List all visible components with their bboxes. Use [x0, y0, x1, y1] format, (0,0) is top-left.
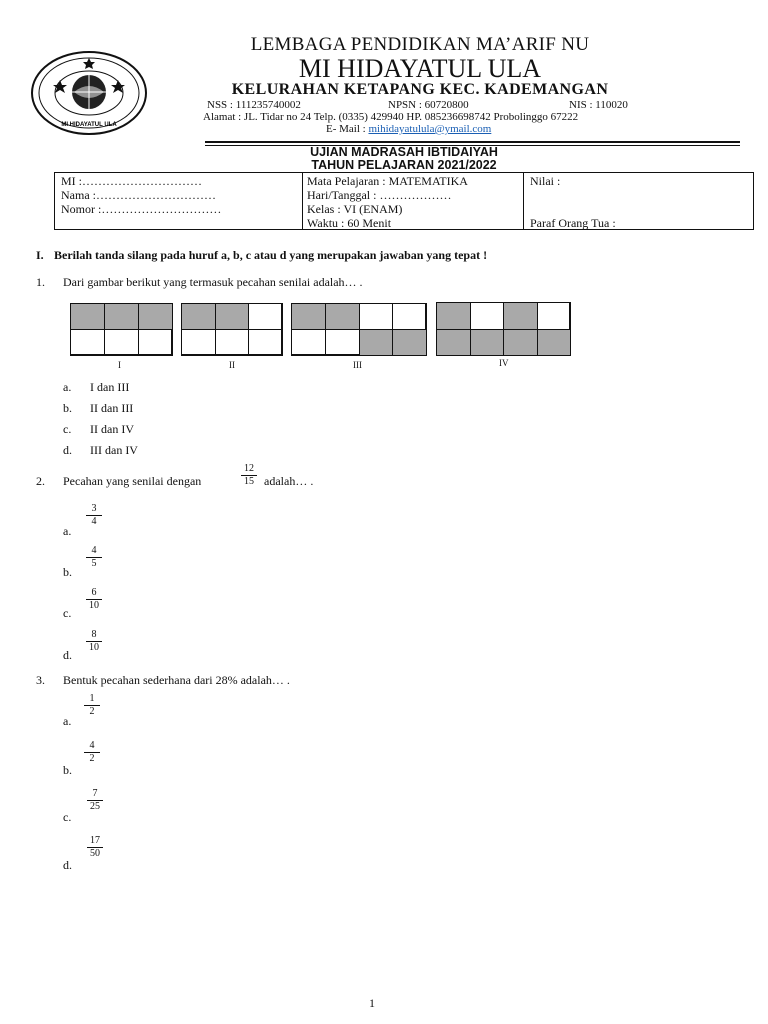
q2-option-d-fraction	[84, 629, 104, 653]
figure-cell	[104, 303, 139, 330]
institution-name: LEMBAGA PENDIDIKAN MA’ARIF NU	[250, 34, 590, 55]
figure-cell	[359, 303, 394, 330]
q1-option-d-text: III dan IV	[90, 443, 138, 457]
figure-cell	[392, 329, 427, 356]
school-name: MI HIDAYATUL ULA	[298, 54, 542, 83]
figure-cell	[436, 302, 471, 330]
q3-text: Bentuk pecahan sederhana dari 28% adalah… .	[63, 673, 290, 687]
q2-option-b-fraction	[84, 545, 104, 569]
page-number: 1	[369, 996, 375, 1010]
q2-option-a-letter[interactable]: a.	[63, 524, 72, 538]
figure-cell	[104, 329, 139, 356]
kelas-field: Kelas : VI (ENAM)	[307, 202, 403, 216]
q3-number: 3.	[36, 673, 45, 687]
q1-number: 1.	[36, 275, 45, 289]
info-col-exam	[303, 173, 524, 229]
figure-label: IV	[499, 358, 509, 368]
q1-option-d-letter[interactable]: d.	[63, 443, 72, 457]
q1-option-c-text: II dan IV	[90, 422, 134, 436]
figure-cell	[248, 329, 283, 356]
figure-cell	[181, 303, 216, 330]
section-instruction: Berilah tanda silang pada huruf a, b, c atau d yang merupakan jawaban yang tepat !	[54, 248, 488, 262]
exam-year: TAHUN PELAJARAN 2021/2022	[311, 158, 497, 172]
q3-option-c-letter[interactable]: c.	[63, 810, 72, 824]
q1-text: Dari gambar berikut yang termasuk pecahan senilai adalah… .	[63, 275, 363, 289]
section-number: I.	[36, 248, 44, 262]
fraction-den: 5	[91, 558, 97, 569]
email-line	[326, 123, 491, 135]
q2-fraction	[239, 463, 259, 487]
figure-cell	[291, 329, 326, 356]
figure-cell	[537, 302, 572, 330]
hari-field: Hari/Tanggal : ………………	[307, 188, 452, 202]
figure-cell	[503, 302, 538, 330]
fraction-num: 4	[91, 545, 97, 556]
q2-fraction-den: 15	[244, 476, 254, 487]
q2-number: 2.	[36, 474, 45, 488]
fraction-num: 6	[91, 587, 97, 598]
email-link[interactable]: mihidayatulula@ymail.com	[368, 123, 492, 135]
figure-cell	[70, 329, 105, 356]
figure-cell	[503, 329, 538, 357]
q3-option-b-fraction	[82, 740, 102, 764]
fraction-num: 1	[89, 693, 95, 704]
fraction-den: 2	[89, 706, 95, 717]
figure-label: III	[353, 360, 362, 370]
info-col-score	[524, 173, 753, 229]
fraction-num: 7	[92, 788, 98, 799]
fraction-den: 50	[90, 848, 100, 859]
school-logo	[30, 50, 148, 136]
q3-option-c-fraction	[85, 788, 105, 812]
fraction-figure-3	[291, 303, 426, 355]
q1-option-a-letter[interactable]: a.	[63, 380, 72, 394]
fraction-den: 2	[89, 753, 95, 764]
q1-option-a-text: I dan III	[90, 380, 130, 394]
waktu-field: Waktu : 60 Menit	[307, 216, 392, 230]
email-label: E- Mail :	[326, 123, 366, 135]
figure-label: I	[118, 360, 121, 370]
q3-option-a-fraction	[82, 693, 102, 717]
figure-cell	[70, 303, 105, 330]
alamat-text: Alamat : JL. Tidar no 24 Telp. (0335) 429940 HP. 085236698742 Probolinggo 67222	[203, 111, 579, 123]
figure-cell	[470, 302, 505, 330]
figure-cell	[138, 303, 173, 330]
fraction-num: 4	[89, 740, 95, 751]
figure-cell	[436, 329, 471, 357]
figure-cell	[215, 329, 250, 356]
q2-option-b-letter[interactable]: b.	[63, 565, 72, 579]
figure-cell	[392, 303, 427, 330]
q2-text-after: adalah… .	[264, 474, 314, 488]
fraction-num: 17	[90, 835, 100, 846]
figure-label: II	[229, 360, 235, 370]
fraction-figure-2	[181, 303, 282, 355]
figure-cell	[359, 329, 394, 356]
figure-cell	[537, 329, 572, 357]
nomor-field: Nomor :…………………………	[61, 202, 222, 216]
fraction-num: 8	[91, 629, 97, 640]
figure-cell	[215, 303, 250, 330]
fraction-num: 3	[91, 503, 97, 514]
q2-fraction-num: 12	[244, 463, 254, 474]
figure-cell	[291, 303, 326, 330]
q1-option-b-letter[interactable]: b.	[63, 401, 72, 415]
nis-text: NIS : 110020	[569, 99, 628, 111]
student-info-table	[54, 172, 754, 230]
q2-text-before: Pecahan yang senilai dengan	[63, 474, 202, 488]
q3-option-b-letter[interactable]: b.	[63, 763, 72, 777]
q1-option-b-text: II dan III	[90, 401, 134, 415]
npsn-text: NPSN : 60720800	[388, 99, 469, 111]
address-line: KELURAHAN KETAPANG KEC. KADEMANGAN	[231, 81, 609, 98]
q2-option-c-letter[interactable]: c.	[63, 606, 72, 620]
q2-option-a-fraction	[84, 503, 104, 527]
figure-cell	[470, 329, 505, 357]
figure-cell	[181, 329, 216, 356]
figure-cell	[138, 329, 173, 356]
q2-option-c-fraction	[84, 587, 104, 611]
q3-option-d-fraction	[85, 835, 105, 859]
q3-option-a-letter[interactable]: a.	[63, 714, 72, 728]
nss-text: NSS : 111235740002	[207, 99, 301, 111]
q2-option-d-letter[interactable]: d.	[63, 648, 72, 662]
paraf-field: Paraf Orang Tua :	[530, 216, 616, 230]
nilai-field: Nilai :	[530, 174, 561, 188]
logo-bottom-text: MI HIDAYATUL ULA	[61, 122, 117, 128]
nama-field: Nama :…………………………	[61, 188, 216, 202]
fraction-den: 10	[89, 600, 99, 611]
figure-cell	[325, 329, 360, 356]
fraction-figure-1	[70, 303, 172, 355]
fraction-den: 10	[89, 642, 99, 653]
fraction-figure-4	[436, 302, 570, 355]
figure-cell	[325, 303, 360, 330]
header-rule-thick	[205, 141, 740, 143]
mi-field: MI :…………………………	[61, 174, 202, 188]
info-col-student	[55, 173, 303, 229]
q3-option-d-letter[interactable]: d.	[63, 858, 72, 872]
mapel-field: Mata Pelajaran : MATEMATIKA	[307, 174, 468, 188]
q1-option-c-letter[interactable]: c.	[63, 422, 72, 436]
fraction-den: 25	[90, 801, 100, 812]
figure-cell	[248, 303, 283, 330]
fraction-den: 4	[91, 516, 97, 527]
exam-title: UJIAN MADRASAH IBTIDAIYAH	[310, 145, 498, 159]
